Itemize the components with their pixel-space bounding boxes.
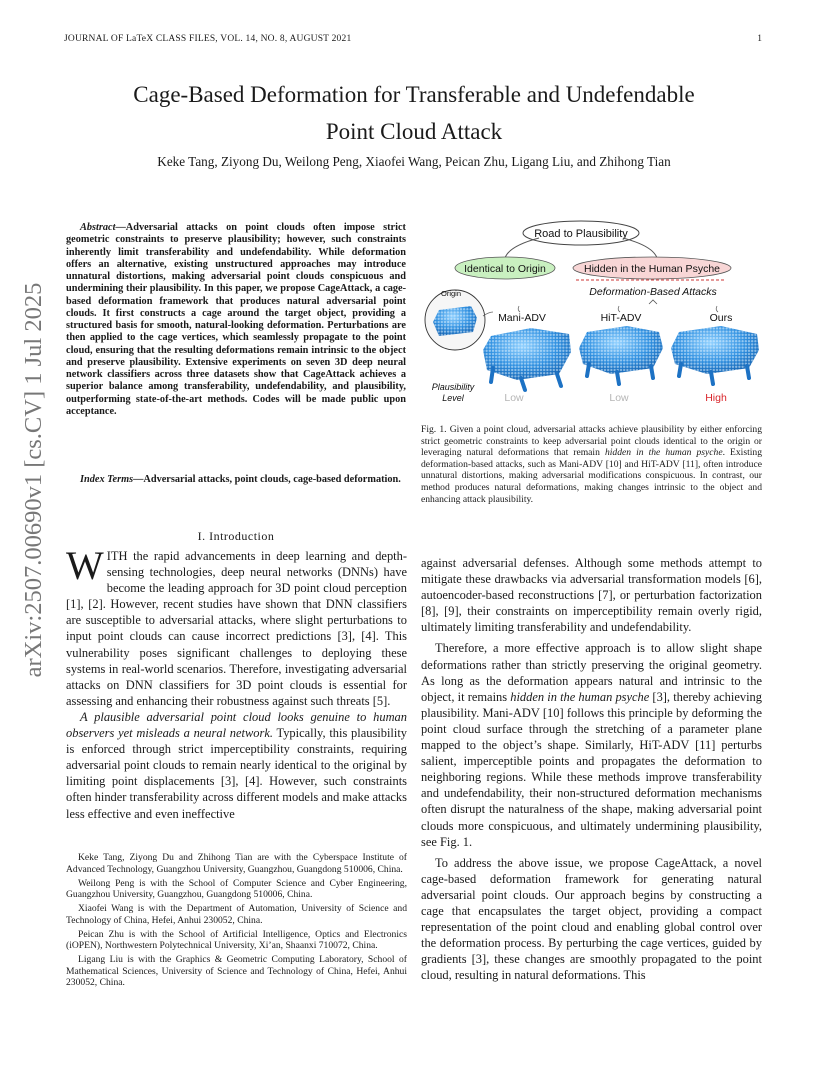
intro-p2-italic: A plausible adversarial point cloud looks genuine to human observers yet misleads a neural network. — [66, 709, 407, 741]
ours-sofa — [671, 326, 759, 384]
hit-label: HiT-ADV — [600, 312, 642, 324]
figure-1-illustration — [421, 218, 762, 414]
author-list: Keke Tang, Ziyong Du, Weilong Peng, Xiaofei Wang, Peican Zhu, Ligang Liu, and Zhihong Tian — [157, 154, 671, 169]
footnote: Peican Zhu is with the School of Artificial Intelligence, Optics and Electronics (iOPEN), Northwestern Polytechnical University, Xi’an, Shaanxi 710072, China. — [66, 928, 407, 951]
abstract — [66, 222, 406, 418]
intro-text — [66, 543, 407, 822]
right-p2-text-a: Therefore, a more effective approach is to allow slight shape deformations rather than strictly preserving the original geometry. As long as the deformation appears natural and intrinsic to the object, it remains — [421, 641, 762, 704]
index-terms-text: —Adversarial attacks, point clouds, cage-based deformation. — [133, 474, 401, 485]
running-head: JOURNAL OF LaTeX CLASS FILES, VOL. 14, NO. 8, AUGUST 2021 — [64, 34, 352, 44]
hidden-label: Hidden in the Human Psyche — [584, 263, 720, 275]
origin-sofa — [433, 306, 477, 336]
plausibility-label-2: Level — [442, 393, 464, 403]
footnote: Keke Tang, Ziyong Du and Zhihong Tian are with the Cyberspace Institute of Advanced Technology, Guangzhou University, Guangzhou, Guangdong 510006, China. — [66, 852, 407, 875]
right-paragraph-3: To address the above issue, we propose CageAttack, a novel cage-based deformation framework for generating natural adversarial point clouds. Our approach begins by constructing a cage that encapsulates the target object, providing a compact representation of the point cloud and enabling global control over the deformation process. By perturbing the cage vertices, guided by gradients [3], these changes are smoothly propagated to the point cloud, resulting in natural deformations. This — [421, 855, 762, 983]
paper-title — [60, 76, 768, 150]
right-p2-text-b: [3], thereby achieving plausibility. Mani-ADV [10] follows this principle by deforming the point cloud surface through the stretching of a parameter plane mapped to the object’s shape. Similarly, HiT-ADV [11] perturbs salient, imperceptible points and propagates the deformation to neighboring regions. While these methods improve transferability and undefendability, their non-structured deformation mechanisms often disrupt the naturalness of the shape, making adversarial point clouds more conspicuous, and ultimately undermining plausibility, see Fig. 1. — [421, 689, 762, 849]
affiliation-footnotes — [66, 852, 407, 991]
hit-sofa — [579, 326, 663, 384]
intro-p1-text: ITH the rapid advancements in deep learning and depth-sensing technologies, deep neural networks (DNNs) have become the leading approach for 3D point cloud perception [1], [2]. However, recent studies have shown that DNN classifiers are susceptible to adversarial attacks, where slight perturbations to input point clouds can cause incorrect predictions [3], [4]. This vulnerability poses significant challenges to deploying these systems in real-world scenarios. Therefore, investigating adversarial attacks on DNN classifiers for 3D point clouds is essential for assessing and enhancing their robustness against such threats [5]. — [66, 549, 407, 708]
title-line-2: Point Cloud Attack — [325, 119, 503, 144]
plausibility-label-1: Plausibility — [431, 382, 475, 392]
branch-right — [623, 238, 657, 258]
deformation-label: Deformation-Based Attacks — [589, 286, 717, 298]
index-terms — [66, 474, 406, 486]
footnote: Weilong Peng is with the School of Computer Science and Cyber Engineering, Guangzhou University, Guangzhou, Guangdong 510006, China. — [66, 877, 407, 900]
hit-level: Low — [609, 392, 629, 404]
ours-level: High — [705, 392, 727, 404]
figure-caption — [421, 424, 762, 505]
figure-1 — [421, 218, 762, 414]
index-terms-label: Index Terms — [80, 474, 134, 485]
right-column-text — [421, 555, 762, 983]
abstract-text: —Adversarial attacks on point clouds often impose strict geometric constraints to preserve plausibility; however, such constraints inherently limit transferability and undefendability. While deformation offers an alternative, existing unstructured approaches may introduce unnatural distortions, making adversarial point clouds conspicuous and undermining their plausibility. In this paper, we propose CageAttack, a cage-based deformation framework that produces natural adversarial point clouds. It first constructs a cage around the target object, providing a structured basis for smooth, natural-looking deformation. Perturbations are then applied to the cage vertices, which seamlessly propagate to the point cloud, ensuring that the resulting deformations remain intrinsic to the object and preserve plausibility. Extensive experiments on seven 3D deep neural network classifiers across three datasets show that CageAttack achieves a superior balance among transferability, undefendability, and plausibility, outperforming state-of-the-art methods. Codes will be made public upon acceptance. — [66, 222, 406, 417]
right-p2-italic: hidden in the human psyche — [510, 689, 650, 704]
branch-left — [505, 238, 539, 258]
intro-paragraph-1 — [66, 543, 407, 709]
mani-level: Low — [504, 392, 524, 404]
origin-label: Origin — [441, 289, 462, 298]
caption-label: Fig. 1. — [421, 424, 447, 435]
intro-p2-text: Typically, this plausibility is enforced through strict imperceptibility constraints, requiring adversarial point clouds to remain nearly identical to the original by limiting point displacements [3], [4]. However, such constraints often hinder transferability across different models and make attacks less effective and even ineffective — [66, 726, 407, 821]
intro-paragraph-2 — [66, 709, 407, 822]
title-line-1: Cage-Based Deformation for Transferable and Undefendable — [133, 82, 695, 107]
ours-label: Ours — [709, 312, 733, 324]
arxiv-stamp — [8, 282, 60, 678]
mani-label: Mani-ADV — [498, 312, 546, 324]
arxiv-stamp-text: arXiv:2507.00690v1 [cs.CV] 1 Jul 2025 — [20, 282, 47, 678]
caption-text-1: Given a point cloud, adversarial attacks achieve plausibility by either enforcing strict geometric constraints to keep adversarial point clouds identical to the origin or leveraging natural deformations that remain — [421, 424, 762, 459]
identical-label: Identical to Origin — [464, 263, 546, 275]
road-label: Road to Plausibility — [534, 228, 628, 240]
right-paragraph-1: against adversarial defenses. Although some methods attempt to mitigate these drawbacks via adversarial transformation models [6], autoencoder-based reconstructions [7], or perturbation factorization [8], [9], their constraints on imperceptibility remain overly rigid, ultimately limiting transferability and undefendability. — [421, 556, 762, 635]
deform-caret — [649, 300, 657, 304]
page-number: 1 — [757, 34, 762, 44]
footnote: Xiaofei Wang is with the Department of Automation, University of Science and Technology of China, Hefei, Anhui 230052, China. — [66, 903, 407, 926]
drop-cap: W — [66, 543, 104, 588]
abstract-label: Abstract — [80, 222, 116, 233]
footnote: Ligang Liu is with the Graphics & Geometric Computing Laboratory, School of Mathematical Sciences, University of Science and Technology of China, Hefei, Anhui 230052, China. — [66, 954, 407, 988]
mani-sofa — [483, 328, 571, 390]
caption-text-2: . Existing deformation-based attacks, such as Mani-ADV [10] and HiT-ADV [11], often introduce unnatural distortions, making adversarial modifications conspicuous. In contrast, our method produces natural deformations, making changes intrinsic to the object and enhancing attack plausibility. — [421, 447, 763, 505]
right-paragraph-2 — [421, 640, 762, 849]
section-heading: I. Introduction — [197, 529, 275, 543]
caption-italic: hidden in the human psyche — [604, 447, 723, 459]
